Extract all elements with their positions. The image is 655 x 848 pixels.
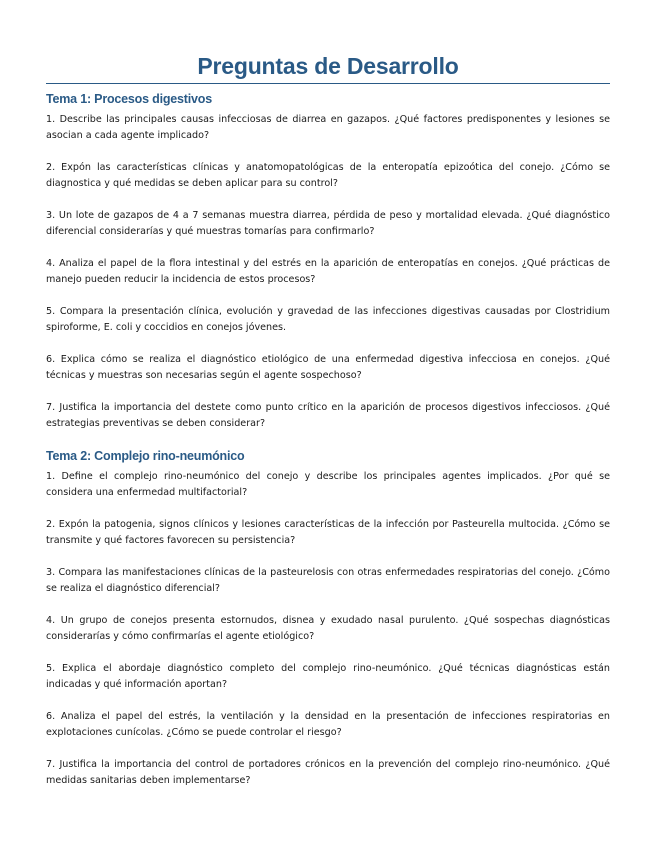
- question-item: 3. Compara las manifestaciones clínicas de la pasteurelosis con otras enfermedades respiratorias del conejo. ¿Cómo se realiza el diagnóstico diferencial?: [46, 567, 610, 594]
- question-item: 1. Define el complejo rino-neumónico del conejo y describe los principales agentes implicados. ¿Por qué se considera una enfermedad multifactorial?: [46, 471, 610, 498]
- question-item: 2. Expón la patogenia, signos clínicos y lesiones características de la infección por Pasteurella multocida. ¿Cómo se transmite y qué factores favorecen su persistencia?: [46, 519, 610, 546]
- question-item: 5. Compara la presentación clínica, evolución y gravedad de las infecciones digestivas causadas por Clostridium spiroforme, E. coli y coccidios en conejos jóvenes.: [46, 306, 610, 333]
- section-title-tema-2: Tema 2: Complejo rino-neumónico: [46, 449, 245, 463]
- question-list-tema-2: [46, 469, 610, 789]
- question-list-tema-1: [46, 112, 610, 432]
- question-item: 2. Expón las características clínicas y anatomopatológicas de la enteropatía epizoótica del conejo. ¿Cómo se diagnostica y qué medidas se deben aplicar para su control?: [46, 162, 610, 189]
- question-item: 6. Explica cómo se realiza el diagnóstico etiológico de una enfermedad digestiva infecciosa en conejos. ¿Qué técnicas y muestras son necesarias según el agente sospechoso?: [46, 354, 610, 381]
- question-item: 7. Justifica la importancia del control de portadores crónicos en la prevención del complejo rino-neumónico. ¿Qué medidas sanitarias deben implementarse?: [46, 759, 610, 786]
- question-item: 3. Un lote de gazapos de 4 a 7 semanas muestra diarrea, pérdida de peso y mortalidad elevada. ¿Qué diagnóstico diferencial considerarías y qué muestras tomarías para confirmarlo?: [46, 210, 610, 237]
- question-item: 4. Analiza el papel de la flora intestinal y del estrés en la aparición de enteropatías en conejos. ¿Qué prácticas de manejo pueden reducir la incidencia de estos procesos?: [46, 258, 610, 285]
- question-item: 4. Un grupo de conejos presenta estornudos, disnea y exudado nasal purulento. ¿Qué sospechas diagnósticas considerarías y cómo confirmarías el agente etiológico?: [46, 615, 610, 642]
- section-title-tema-1: Tema 1: Procesos digestivos: [46, 92, 212, 106]
- question-item: 7. Justifica la importancia del destete como punto crítico en la aparición de procesos digestivos infecciosos. ¿Qué estrategias preventivas se deben considerar?: [46, 402, 610, 429]
- question-item: 1. Describe las principales causas infecciosas de diarrea en gazapos. ¿Qué factores predisponentes y lesiones se asocian a cada agente implicado?: [46, 114, 610, 141]
- question-item: 6. Analiza el papel del estrés, la ventilación y la densidad en la presentación de infecciones respiratorias en explotaciones cunícolas. ¿Cómo se puede controlar el riesgo?: [46, 711, 610, 738]
- document-page: [46, 52, 610, 789]
- page-title: Preguntas de Desarrollo: [46, 52, 610, 84]
- question-item: 5. Explica el abordaje diagnóstico completo del complejo rino-neumónico. ¿Qué técnicas diagnósticas están indicadas y qué información aportan?: [46, 663, 610, 690]
